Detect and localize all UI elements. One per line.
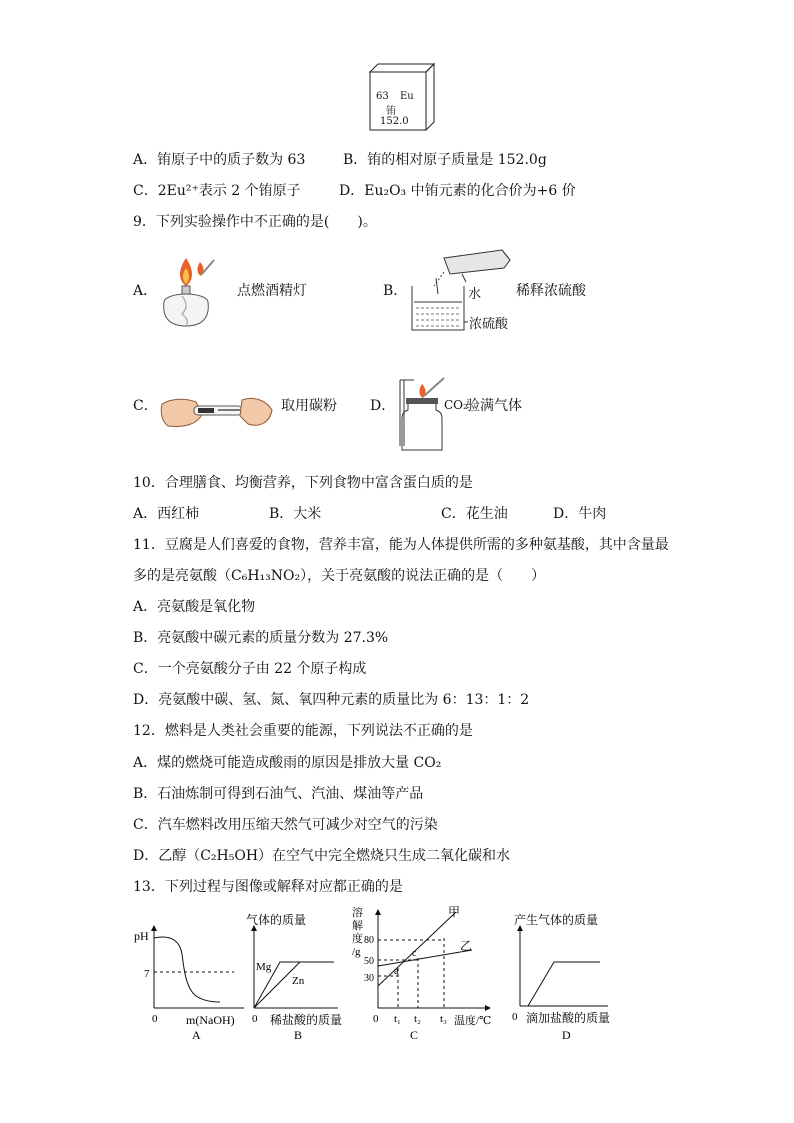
graph-b <box>244 910 356 1042</box>
q11-option-d: D．亮氨酸中碳、氢、氮、氧四种元素的质量比为 6：13：1：2 <box>133 692 530 708</box>
graph-d-label: D <box>562 1028 571 1042</box>
graph-b-origin: 0 <box>252 1013 258 1025</box>
q12-option-b: B．石油炼制可得到石油气、汽油、煤油等产品 <box>133 786 424 802</box>
q9-a-letter: A． <box>133 283 158 299</box>
q8-option-b: B．铕的相对原子质量是 152.0g <box>343 152 547 168</box>
q11-option-b: B．亮氨酸中碳元素的质量分数为 27.3% <box>133 630 389 646</box>
graph-c-xlabel: 温度/℃ <box>454 1015 492 1027</box>
graph-b-ylabel: 气体的质量 <box>246 913 307 927</box>
gas-bottle-illustration <box>392 370 448 452</box>
graph-b-label: B <box>294 1028 303 1042</box>
graph-d <box>508 910 624 1042</box>
q9-b-acid-label: 浓硫酸 <box>469 317 509 332</box>
graph-c-ylabel-1: 溶 <box>352 907 363 919</box>
graph-d-origin: 0 <box>512 1011 518 1023</box>
q12-option-d: D．乙醇（C₂H₅OH）在空气中完全燃烧只生成二氧化碳和水 <box>133 848 511 864</box>
q10-option-a: A．西红柿 <box>133 506 200 522</box>
graph-a-label: A <box>192 1028 201 1042</box>
graph-c-ylabel-2: 解 <box>352 920 363 932</box>
graph-c-ylabel-4: /g <box>352 946 361 958</box>
q10-option-d: D．牛肉 <box>553 506 607 522</box>
graph-c-point-c: c <box>412 948 417 959</box>
element-atomic-number: 63 <box>376 91 389 102</box>
q9-stem: 9．下列实验操作中不正确的是( )。 <box>133 214 377 230</box>
alcohol-lamp-illustration <box>156 252 216 330</box>
q11-stem-line1: 11．豆腐是人们喜爱的食物，营养丰富，能为人体提供所需的多种氨基酸，其中含量最 <box>133 537 669 553</box>
q9-c-letter: C． <box>133 398 158 414</box>
q9-b-water-label: 水 <box>468 287 482 302</box>
graph-c-y50: 50 <box>364 956 374 967</box>
q11-option-c: C．一个亮氨酸分子由 22 个原子构成 <box>133 661 367 677</box>
graph-c-y30: 30 <box>364 973 374 984</box>
graph-c-t3: t₃ <box>440 1013 447 1025</box>
q11-stem-line2: 多的是亮氨酸（C₆H₁₃NO₂），关于亮氨酸的说法正确的是（ ） <box>133 568 546 584</box>
q10-option-c: C．花生油 <box>441 506 508 522</box>
graph-c <box>348 902 508 1042</box>
q12-option-c: C．汽车燃料改用压缩天然气可减少对空气的污染 <box>133 817 438 833</box>
q9-d-text: 验满气体 <box>466 398 522 414</box>
graph-c-t2: t₂ <box>414 1013 421 1025</box>
q8-option-a: A．铕原子中的质子数为 63 <box>133 152 306 168</box>
q8-option-d: D．Eu₂O₃ 中铕元素的化合价为+6 价 <box>339 183 576 199</box>
graph-c-label: C <box>410 1028 419 1042</box>
q10-option-b: B．大米 <box>269 506 322 522</box>
q12-option-a: A．煤的燃烧可能造成酸雨的原因是排放大量 CO₂ <box>133 755 442 771</box>
graph-c-origin: 0 <box>373 1013 379 1025</box>
q9-b-text: 稀释浓硫酸 <box>516 283 586 299</box>
q8-option-c: C．2Eu²⁺表示 2 个铕原子 <box>133 183 301 199</box>
graph-a-ylabel: pH <box>134 929 149 943</box>
q9-c-text: 取用碳粉 <box>281 398 337 414</box>
graph-c-jia: 甲 <box>448 905 461 919</box>
carbon-powder-illustration <box>158 390 274 436</box>
q9-a-text: 点燃酒精灯 <box>237 283 307 299</box>
element-symbol: Eu <box>400 91 414 102</box>
element-name: 铕 <box>386 106 396 117</box>
graph-d-ylabel: 产生气体的质量 <box>514 913 599 927</box>
q9-d-letter: D． <box>370 398 396 414</box>
graph-b-zn: Zn <box>292 975 305 987</box>
q10-stem: 10．合理膳食、均衡营养，下列食物中富含蛋白质的是 <box>133 475 473 491</box>
q13-stem: 13．下列过程与图像或解释对应都正确的是 <box>133 879 403 895</box>
graph-b-mg: Mg <box>256 961 272 973</box>
graph-a-origin: 0 <box>152 1013 158 1025</box>
q11-option-a: A．亮氨酸是氧化物 <box>133 599 256 615</box>
graph-a-tick-7: 7 <box>144 968 150 980</box>
element-mass: 152.0 <box>380 116 409 127</box>
graph-c-y80: 80 <box>364 935 374 946</box>
q12-stem: 12．燃料是人类社会重要的能源，下列说法不正确的是 <box>133 723 473 739</box>
graph-c-t1: t₁ <box>394 1013 401 1025</box>
graph-d-xlabel: 滴加盐酸的质量 <box>526 1011 611 1025</box>
graph-a-xlabel: m(NaOH) <box>186 1013 235 1027</box>
graph-a <box>132 904 248 1042</box>
graph-c-ylabel-3: 度 <box>352 933 363 945</box>
graph-c-yi: 乙 <box>460 939 473 953</box>
q9-d-co2: CO₂ <box>444 398 468 412</box>
graph-c-point-a: a <box>394 966 399 977</box>
graph-b-xlabel: 稀盐酸的质量 <box>270 1013 343 1027</box>
q9-b-letter: B． <box>383 283 408 299</box>
